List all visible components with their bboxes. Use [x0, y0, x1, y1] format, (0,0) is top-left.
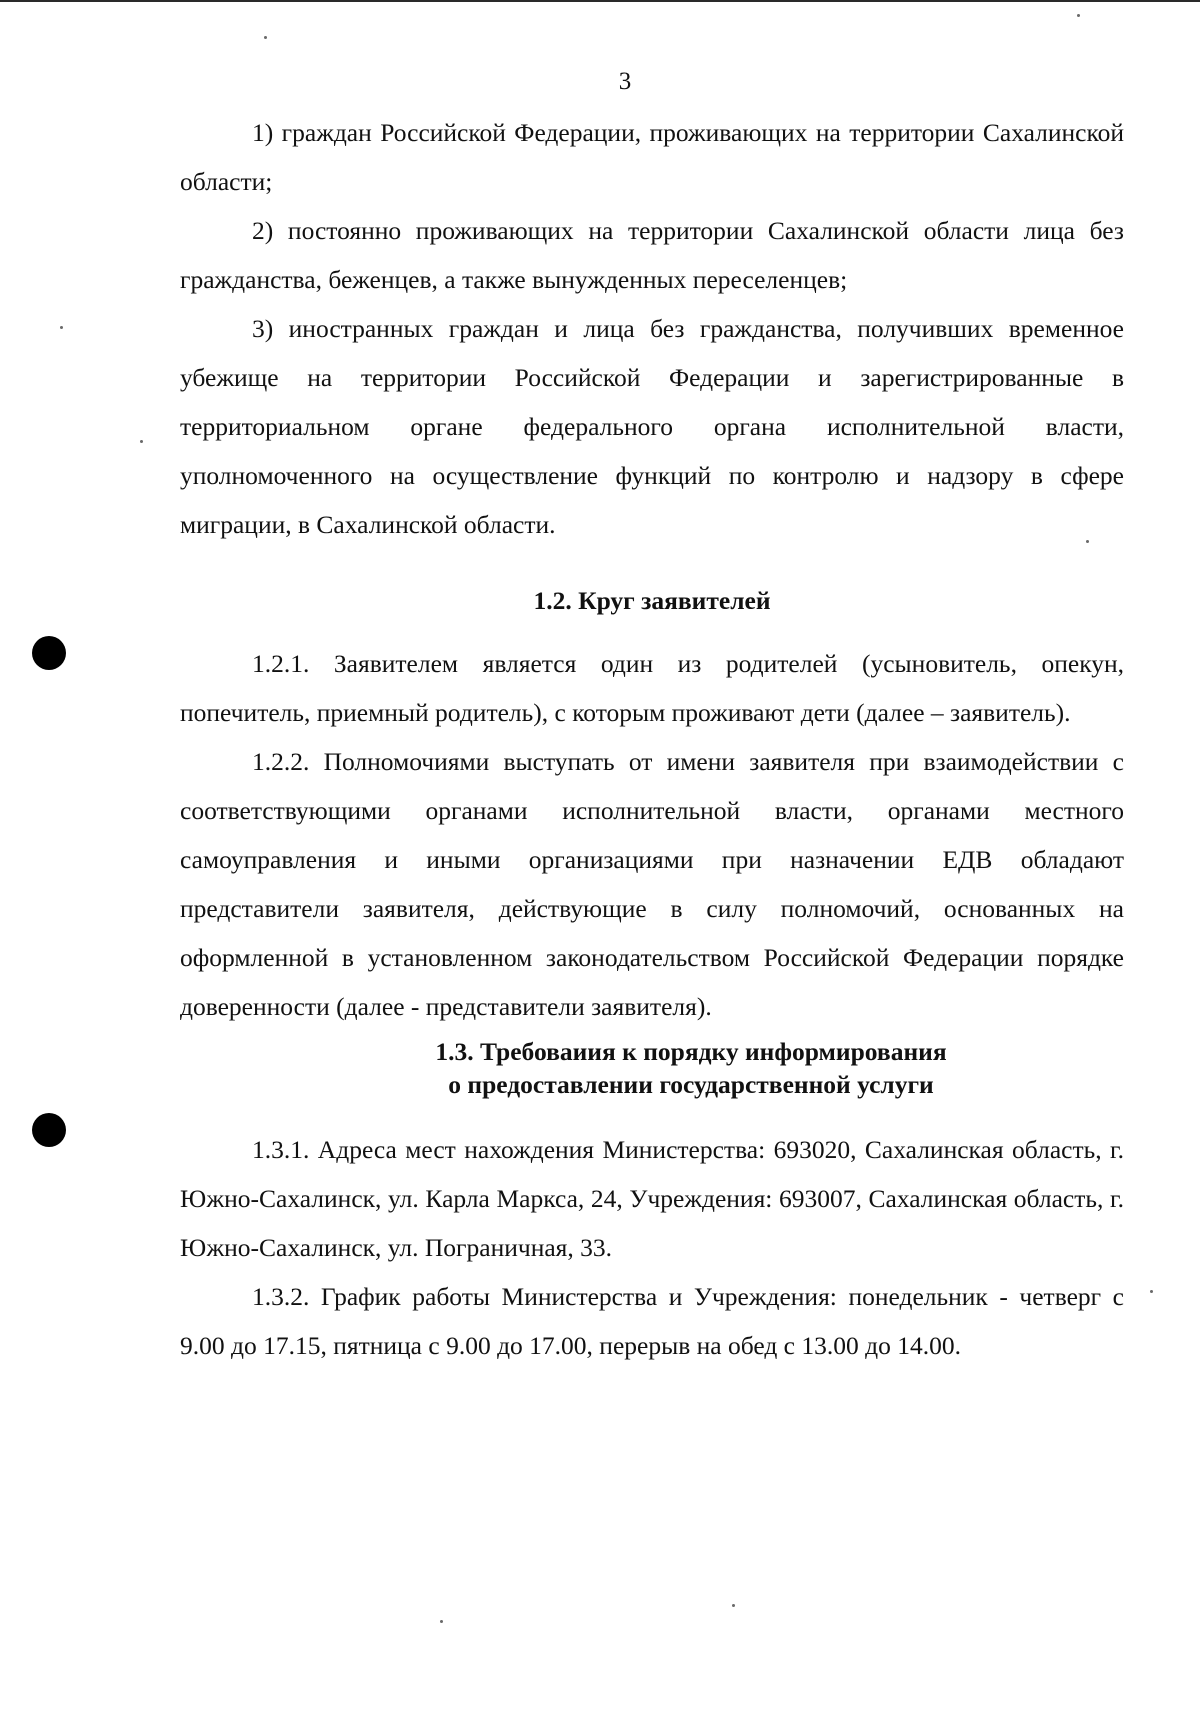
paragraph-1-2-1: 1.2.1. Заявителем является один из родителей (усыновитель, опекун, попечитель, приемный родитель), с которым проживают дети (далее – заявитель).	[180, 649, 1124, 727]
page-number: 3	[618, 68, 632, 95]
section-heading-1-3-line-1: 1.3. Требоваиия к порядку информирования	[435, 1037, 947, 1066]
scan-speck	[1150, 1290, 1153, 1293]
section-heading-1-2: 1.2. Круг заявителей	[533, 586, 771, 615]
document-body	[180, 108, 1124, 1370]
paragraph-1-3-2: 1.3.2. График работы Министерства и Учреждения: понедельник - четверг с 9.00 до 17.15, пятница с 9.00 до 17.00, перерыв на обед с 13.00 до 14.00.	[180, 1282, 1124, 1360]
scan-speck	[140, 440, 143, 443]
paragraph-item-2: 2) постоянно проживающих на территории Сахалинской области лица без гражданства, беженцев, а также вынужденных переселенцев;	[180, 216, 1124, 294]
scan-speck	[264, 36, 267, 39]
scan-speck	[1077, 14, 1080, 17]
paragraph-item-1: 1) граждан Российской Федерации, проживающих на территории Сахалинской области;	[180, 118, 1124, 196]
binder-hole-mark	[32, 1113, 66, 1147]
scan-speck	[732, 1604, 735, 1607]
scan-top-edge	[0, 0, 1200, 2]
scan-speck	[440, 1620, 443, 1623]
section-heading-1-3	[180, 1035, 1124, 1101]
scan-speck	[60, 326, 63, 329]
paragraph-1-2-2: 1.2.2. Полномочиями выступать от имени заявителя при взаимодействии с соответствующими органами исполнительной власти, органами местного самоуправления и иными организациями при назначении ЕДВ обладают представители заявителя, действующие в силу полномочий, основанных на оформленной в установленном законодательством Российской Федерации порядке доверенности (далее - представители заявителя).	[180, 747, 1124, 1021]
paragraph-item-3: 3) иностранных граждан и лица без гражданства, получивших временное убежище на территории Российской Федерации и зарегистрированные в территориальном органе федерального органа исполнительной власти, уполномоченного на осуществление функций по контролю и надзору в сфере миграции, в Сахалинской области.	[180, 314, 1124, 539]
section-heading-1-3-line-2: о предоставлении государственной услуги	[448, 1070, 934, 1099]
paragraph-1-3-1: 1.3.1. Адреса мест нахождения Министерства: 693020, Сахалинская область, г. Южно-Сахалинск, ул. Карла Маркса, 24, Учреждения: 693007, Сахалинская область, г. Южно-Сахалинск, ул. Пограничная, 33.	[180, 1135, 1124, 1262]
binder-hole-mark	[32, 636, 66, 670]
